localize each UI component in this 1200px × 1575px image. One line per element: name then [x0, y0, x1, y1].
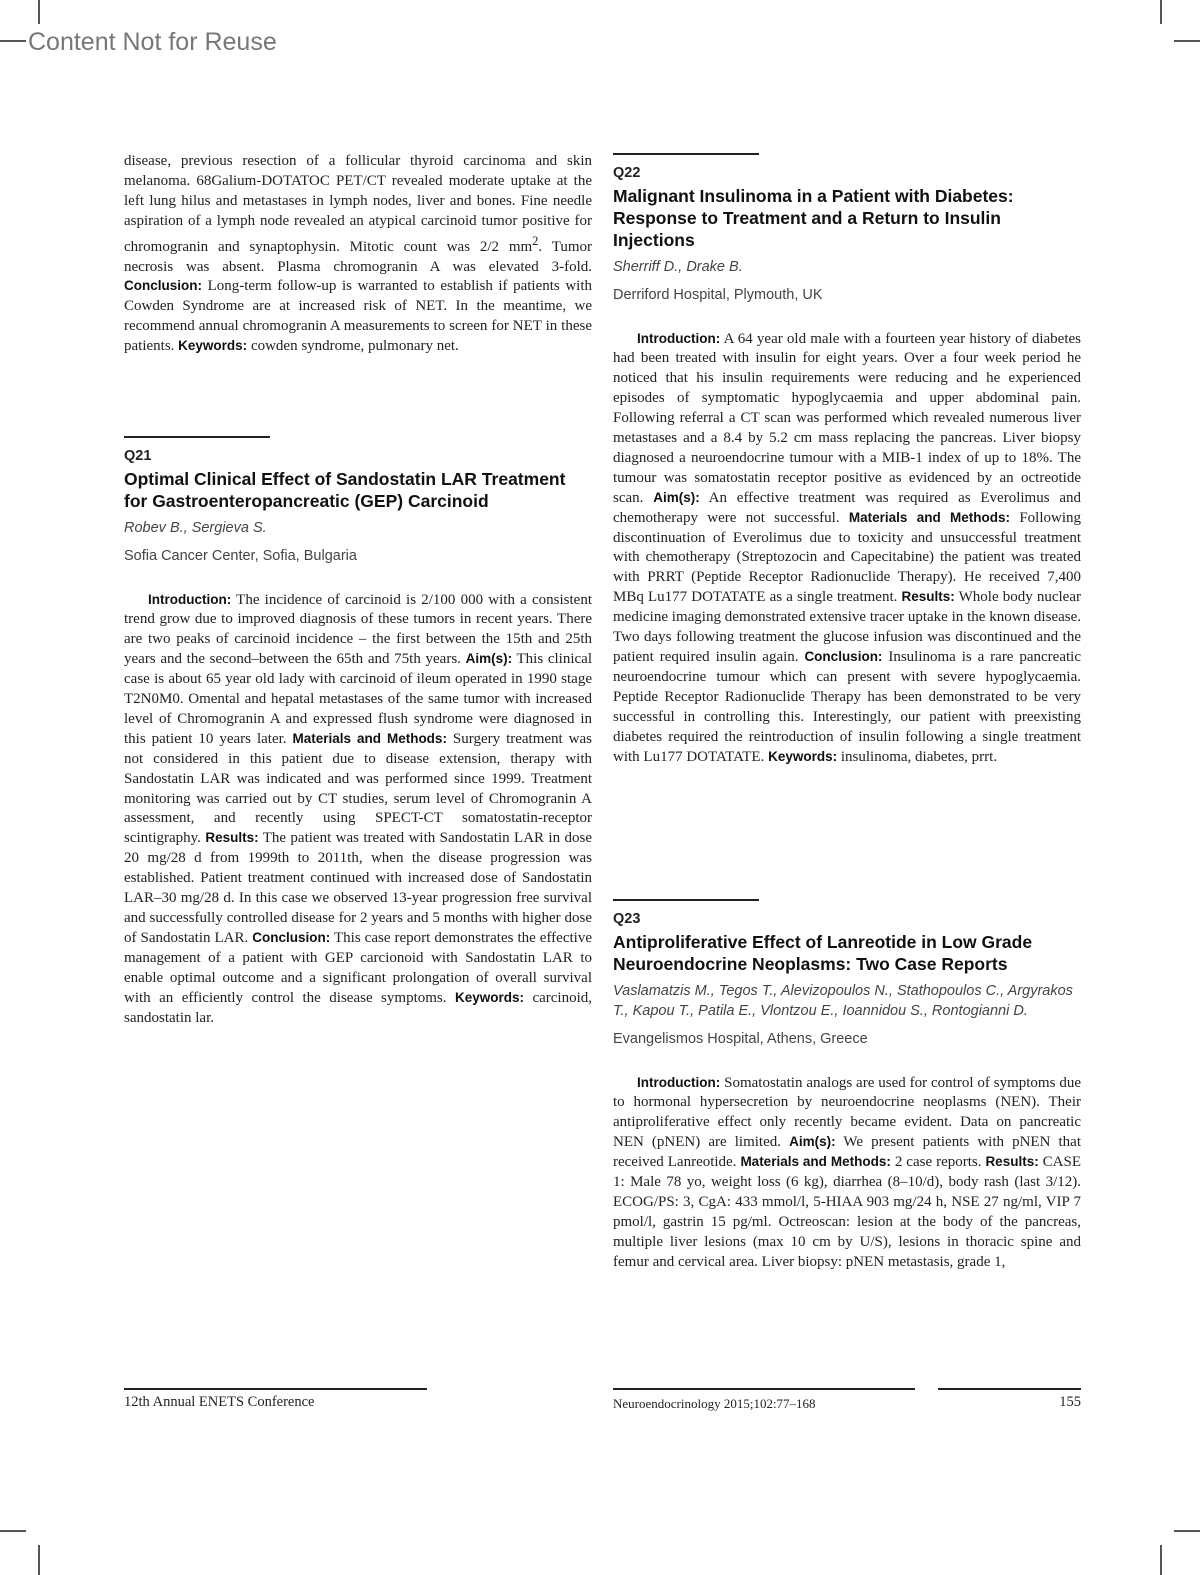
abstract-affiliation: Derriford Hospital, Plymouth, UK: [613, 286, 823, 303]
abstract-body: [124, 152, 592, 357]
section-label: Introduction:: [148, 591, 232, 607]
section-label: Keywords:: [178, 338, 248, 354]
body-text: . Tumor necrosis was absent. Plasma chromogranin A was elevated 3-fold.: [124, 238, 592, 275]
abstract-affiliation: Sofia Cancer Center, Sofia, Bulgaria: [124, 547, 357, 564]
abstract-title: Malignant Insulinoma in a Patient with Diabetes: Response to Treatment and a Return to Insulin Injections: [613, 185, 1014, 250]
body-text: Insulinoma is a rare pancreatic neuroendocrine tumour which can present with severe hypoglycaemia. Peptide Receptor Radionuclide Therapy has been demonstrated to be very successful in controlling this. Interestingly, our patient with preexisting diabetes required the reintroduction of insulin following a single treatment with Lu177 DOTATATE.: [613, 649, 1081, 765]
abstract-authors: Robev B., Sergieva S.: [124, 519, 267, 536]
section-label: Aim(s):: [653, 489, 700, 505]
section-label: Aim(s):: [465, 651, 513, 667]
section-label: Results:: [985, 1154, 1039, 1170]
footer-conference: 12th Annual ENETS Conference: [124, 1394, 315, 1410]
abstract-authors: Vaslamatzis M., Tegos T., Alevizopoulos N., Stathopoulos C., Argyrakos T., Kapou T., Patila E., Vlontzou E., Ioannidou S., Rontogianni D.: [613, 982, 1073, 1019]
section-label: Conclusion:: [124, 278, 202, 294]
abstract-q22: [613, 153, 1081, 767]
abstract-title: Antiproliferative Effect of Lanreotide in Low Grade Neuroendocrine Neoplasms: Two Case Reports: [613, 931, 1033, 974]
section-rule: [613, 153, 759, 155]
crop-mark: [38, 0, 40, 24]
abstract-id: Q23: [613, 910, 641, 927]
crop-mark: [1174, 1530, 1200, 1532]
abstract-affiliation: Evangelismos Hospital, Athens, Greece: [613, 1030, 868, 1047]
abstract-title: Optimal Clinical Effect of Sandostatin LAR Treatment for Gastroenteropancreatic (GEP) Carcinoid: [124, 468, 566, 511]
section-label: Introduction:: [637, 1074, 721, 1090]
body-text: Somatostatin analogs are used for control of symptoms due to hormonal hypersecretion by neuroendocrine neoplasms (NEN). Their antiproliferative effect only recently became evident. Data on pancreatic NEN (pNEN) are limited.: [613, 1074, 1081, 1151]
superscript: 2: [532, 233, 539, 248]
body-text: Whole body nuclear medicine imaging demonstrated extensive tracer uptake in the known disease. Two days following treatment the glucose infusion was discontinued and the patient required insulin again.: [613, 589, 1081, 665]
body-text: cowden syndrome, pulmonary net.: [247, 338, 459, 355]
abstract-body: [613, 330, 1081, 768]
abstract-q23: [613, 899, 1081, 1273]
abstract-id: Q21: [124, 447, 152, 464]
body-text: CASE 1: Male 78 yo, weight loss (6 kg), diarrhea (8–10/d), body rash (last 3/12). ECOG/PS: 3, CgA: 433 mmol/l, 5-HIAA 903 mg/24 h, NSE 27 ng/ml, VIP 7 pmol/l, gastrin 15 pg/ml. Octreoscan: lesion at the body of the pancreas, multiple liver lesions (max 10 cm by U/S), lesions in thoracic spine and femur and cervical area. Liver biopsy: pNEN metastasis, grade 1,: [613, 1154, 1082, 1270]
body-text: Following discontinuation of Everolimus due to toxicity and unsuccessful treatment with chemotherapy (Streptozocin and Capecitabine) the patient was treated with PRRT (Peptide Receptor Radionuclide Therapy). He received 7,400 MBq Lu177 DOTATATE as a single treatment.: [613, 509, 1081, 606]
body-text: This case report demonstrates the effective management of a patient with GEP carcionoid with Sandostatin LAR to enable optimal outcome and a significant prolongation of overall survival with an efficiently control the disease symptoms.: [124, 929, 592, 1006]
body-text: insulinoma, diabetes, prrt.: [837, 748, 998, 765]
crop-mark: [1160, 1545, 1162, 1575]
section-label: Conclusion:: [252, 929, 331, 945]
section-label: Aim(s):: [789, 1134, 836, 1150]
section-label: Results:: [901, 589, 955, 605]
section-label: Materials and Methods:: [292, 730, 447, 746]
body-text: 2 case reports.: [890, 1154, 986, 1171]
page-number: 155: [1059, 1394, 1081, 1410]
crop-mark: [38, 1545, 40, 1575]
crop-mark: [1174, 40, 1200, 42]
abstract-authors: Sherriff D., Drake B.: [613, 258, 743, 275]
section-label: Results:: [205, 830, 259, 846]
body-text: Long-term follow-up is warranted to establish if patients with Cowden Syndrome are at increased risk of NET. In the meantime, we recommend annual chromogranin A measurements to screen for NET in these patients.: [124, 278, 592, 355]
watermark: Content Not for Reuse: [28, 28, 277, 56]
body-text: Surgery treatment was not considered in this patient due to disease extension, therapy with Sandostatin LAR was indicated and was performed since 1999. Treatment monitoring was carried out by CT studies, serum level of Chromogranin A assessment, and recently using SPECT-CT somatostatin-receptor scintigraphy.: [124, 730, 592, 847]
crop-mark: [1160, 0, 1162, 24]
abstract-q21: [124, 436, 592, 1028]
abstract-body: [124, 591, 592, 1029]
body-text: carcinoid, sandostatin lar.: [124, 989, 592, 1026]
footer-rule: [938, 1388, 1081, 1390]
section-label: Conclusion:: [804, 649, 883, 664]
body-text: The incidence of carcinoid is 2/100 000 with a consistent trend grow due to improved diagnosis of these tumors in recent years. There are two peaks of carcinoid incidence – the first between the 15th and 25th years and the second–between the 65th and 75th years.: [124, 591, 592, 668]
body-text: A 64 year old male with a fourteen year history of diabetes had been treated with insulin for eight years. Over a four week period he noticed that his insulin requirements were reducing and he experienced episodes of symptomatic hypoglycaemia and upper abdominal pain. Following referral a CT scan was performed which revealed numerous liver metastases and a 8.4 by 5.2 cm mass replacing the pancreas. Liver biopsy diagnosed a neuroendocrine tumour with a MIB-1 index of up to 18%. The tumour was somatostatin receptor positive as evidenced by an octreotide scan.: [613, 330, 1081, 506]
body-text: An effective treatment was required as Everolimus and chemotherapy were not successful.: [613, 489, 1082, 526]
body-text: disease, previous resection of a follicular thyroid carcinoma and skin melanoma. 68Galium-DOTATOC PET/CT revealed moderate uptake at the left lung hilus and metastases in lymph nodes, liver and bones. Fine needle aspiration of a lymph node revealed an atypical carcinoid tumor positive for chromogranin and synaptophysin. Mitotic count was 2/2 mm: [124, 153, 592, 255]
section-label: Keywords:: [454, 989, 524, 1005]
body-text: This clinical case is about 65 year old lady with carcinoid of ileum operated in 1990 stage T2N0M0. Omental and hepatal metastases of the same tumor with increased level of Chromogranin A and expressed flush syndrome were diagnosed in this patient 10 years later.: [124, 651, 592, 747]
section-label: Keywords:: [768, 748, 838, 764]
section-label: Materials and Methods:: [740, 1154, 891, 1170]
abstract-id: Q22: [613, 164, 641, 181]
crop-mark: [0, 40, 26, 42]
continued-abstract: [124, 152, 592, 357]
section-rule: [613, 899, 759, 901]
section-label: Materials and Methods:: [848, 509, 1011, 525]
section-rule: [124, 436, 270, 438]
footer-rule: [613, 1388, 915, 1390]
crop-mark: [0, 1530, 26, 1532]
footer-journal: Neuroendocrinology 2015;102:77–168: [613, 1396, 816, 1411]
footer-rule: [124, 1388, 427, 1390]
body-text: We present patients with pNEN that received Lanreotide.: [613, 1134, 1082, 1171]
body-text: The patient was treated with Sandostatin LAR in dose 20 mg/28 d from 1999th to 2011th, when the disease progression was established. Patient treatment continued with increased dose of Sandostatin LAR–30 mg/28 d. In this case we observed 13-year progression free survival and successfully controlled disease for 2 years and 5 months with higher dose of Sandostatin LAR.: [124, 830, 592, 946]
abstract-body: [613, 1074, 1081, 1273]
section-label: Introduction:: [637, 330, 721, 346]
